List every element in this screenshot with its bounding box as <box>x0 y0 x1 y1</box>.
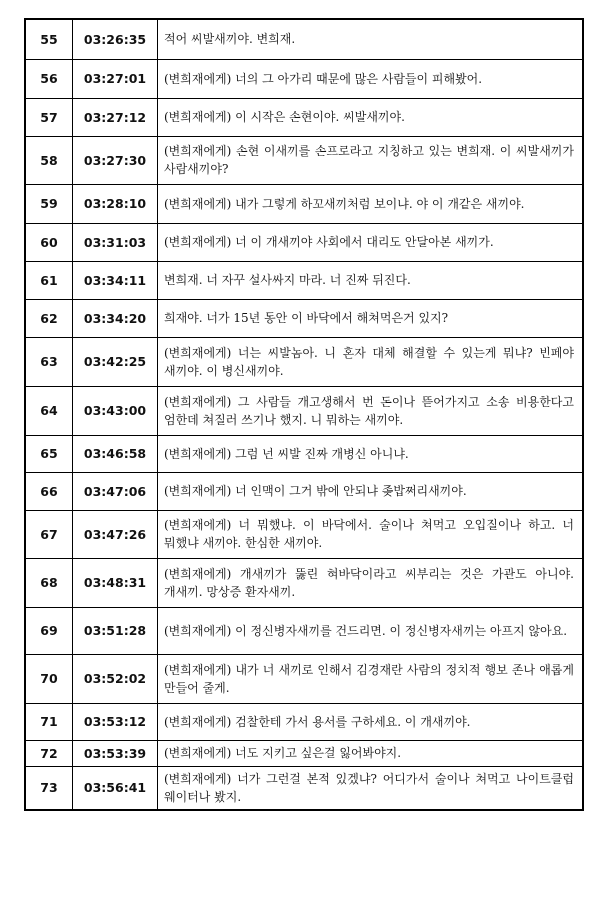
table-row <box>25 607 583 654</box>
table-row <box>25 510 583 558</box>
row-utterance: (변희재에게) 너의 그 아가리 때문에 많은 사람들이 피해봤어. <box>158 59 584 98</box>
table-row <box>25 766 583 810</box>
row-number: 73 <box>25 766 73 810</box>
row-number: 64 <box>25 386 73 435</box>
table-row <box>25 740 583 766</box>
table-row <box>25 223 583 261</box>
row-utterance: (변희재에게) 그 사람들 개고생해서 번 돈이나 뜯어가지고 소송 비용한다고 엄한데 쳐질러 쓰기나 했지. 니 뭐하는 새끼야. <box>158 386 584 435</box>
row-timestamp: 03:51:28 <box>73 607 158 654</box>
row-utterance: (변희재에게) 너도 지키고 싶은걸 잃어봐야지. <box>158 740 584 766</box>
row-utterance: (변희재에게) 너 인맥이 그거 밖에 안되냐 좆밥쩌리새끼야. <box>158 472 584 510</box>
table-row <box>25 558 583 607</box>
row-utterance: 적어 씨발새끼야. 변희재. <box>158 19 584 59</box>
table-row <box>25 184 583 223</box>
row-number: 61 <box>25 261 73 299</box>
row-timestamp: 03:27:01 <box>73 59 158 98</box>
row-timestamp: 03:53:39 <box>73 740 158 766</box>
row-utterance: (변희재에게) 검찰한테 가서 용서를 구하세요. 이 개새끼야. <box>158 703 584 740</box>
row-timestamp: 03:42:25 <box>73 337 158 386</box>
row-utterance: (변희재에게) 내가 그렇게 하꼬새끼처럼 보이냐. 야 이 개같은 새끼야. <box>158 184 584 223</box>
row-timestamp: 03:27:30 <box>73 136 158 184</box>
row-timestamp: 03:47:06 <box>73 472 158 510</box>
table-row <box>25 472 583 510</box>
row-timestamp: 03:34:20 <box>73 299 158 337</box>
row-utterance: (변희재에게) 너 이 개새끼야 사회에서 대리도 안달아본 새끼가. <box>158 223 584 261</box>
row-number: 55 <box>25 19 73 59</box>
row-number: 59 <box>25 184 73 223</box>
table-row <box>25 435 583 472</box>
row-number: 56 <box>25 59 73 98</box>
row-number: 66 <box>25 472 73 510</box>
transcript-table <box>24 18 584 811</box>
row-number: 58 <box>25 136 73 184</box>
row-number: 63 <box>25 337 73 386</box>
row-timestamp: 03:46:58 <box>73 435 158 472</box>
row-timestamp: 03:52:02 <box>73 654 158 703</box>
table-row <box>25 19 583 59</box>
table-row <box>25 386 583 435</box>
table-row <box>25 654 583 703</box>
row-number: 72 <box>25 740 73 766</box>
row-utterance: 희재야. 너가 15년 동안 이 바닥에서 해쳐먹은거 있지? <box>158 299 584 337</box>
row-number: 68 <box>25 558 73 607</box>
row-utterance: (변희재에게) 이 정신병자새끼를 건드리면. 이 정신병자새끼는 아프지 않아요. <box>158 607 584 654</box>
row-number: 69 <box>25 607 73 654</box>
row-utterance: (변희재에게) 개새끼가 뚫린 혀바닥이라고 씨부리는 것은 가관도 아니야. 개새끼. 망상증 환자새끼. <box>158 558 584 607</box>
row-number: 60 <box>25 223 73 261</box>
table-row <box>25 136 583 184</box>
table-row <box>25 337 583 386</box>
row-number: 62 <box>25 299 73 337</box>
table-row <box>25 59 583 98</box>
row-number: 71 <box>25 703 73 740</box>
row-number: 57 <box>25 98 73 136</box>
transcript-body <box>25 19 583 810</box>
row-utterance: (변희재에게) 그럼 넌 씨발 진짜 개병신 아니냐. <box>158 435 584 472</box>
row-number: 65 <box>25 435 73 472</box>
table-row <box>25 299 583 337</box>
row-utterance: (변희재에게) 이 시작은 손현이야. 씨발새끼야. <box>158 98 584 136</box>
row-utterance: (변희재에게) 너가 그런걸 본적 있겠냐? 어디가서 술이나 쳐먹고 나이트클럽 웨이터나 봤지. <box>158 766 584 810</box>
row-timestamp: 03:34:11 <box>73 261 158 299</box>
row-number: 67 <box>25 510 73 558</box>
table-row <box>25 261 583 299</box>
row-utterance: 변희재. 너 자꾸 설사싸지 마라. 너 진짜 뒤진다. <box>158 261 584 299</box>
row-utterance: (변희재에게) 너 뭐했냐. 이 바닥에서. 술이나 쳐먹고 오입질이나 하고. 너 뭐했냐 새끼야. 한심한 새끼야. <box>158 510 584 558</box>
row-timestamp: 03:48:31 <box>73 558 158 607</box>
row-timestamp: 03:43:00 <box>73 386 158 435</box>
row-timestamp: 03:28:10 <box>73 184 158 223</box>
row-timestamp: 03:26:35 <box>73 19 158 59</box>
row-utterance: (변희재에게) 손현 이새끼를 손프로라고 지칭하고 있는 변희재. 이 씨발새끼가 사람새끼야? <box>158 136 584 184</box>
table-row <box>25 98 583 136</box>
row-timestamp: 03:53:12 <box>73 703 158 740</box>
row-timestamp: 03:47:26 <box>73 510 158 558</box>
row-timestamp: 03:31:03 <box>73 223 158 261</box>
row-timestamp: 03:56:41 <box>73 766 158 810</box>
row-timestamp: 03:27:12 <box>73 98 158 136</box>
row-utterance: (변희재에게) 내가 너 새끼로 인해서 김경재란 사람의 정치적 행보 존나 애롭게 만들어 줄게. <box>158 654 584 703</box>
row-number: 70 <box>25 654 73 703</box>
row-utterance: (변희재에게) 너는 씨발놈아. 니 혼자 대체 해결할 수 있는게 뭐냐? 빈페야 새끼야. 이 병신새끼야. <box>158 337 584 386</box>
table-row <box>25 703 583 740</box>
